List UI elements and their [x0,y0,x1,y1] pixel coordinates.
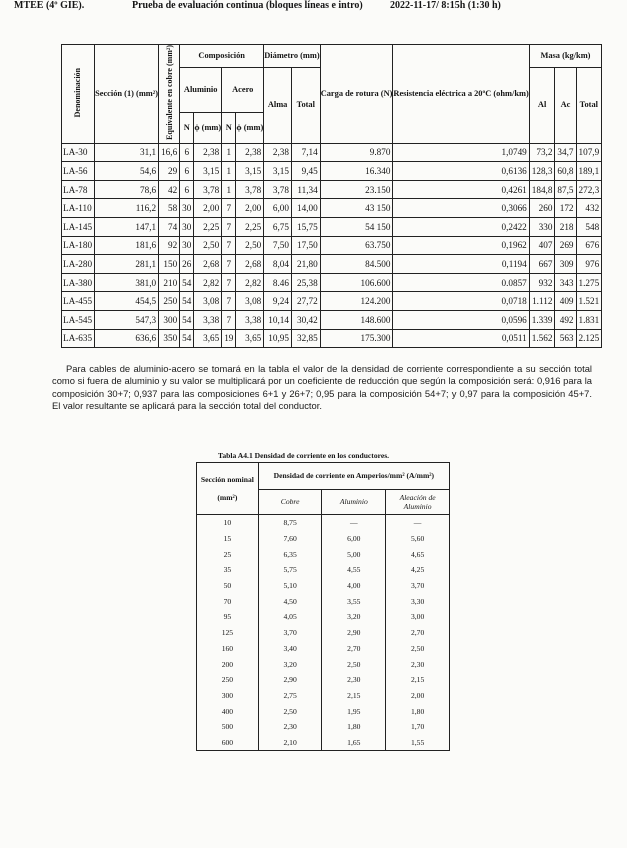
table-cell: 3,78 [264,180,292,199]
table-cell: 2,82 [194,273,222,292]
table-cell: 2,50 [258,703,322,719]
table-cell: 2,30 [258,719,322,735]
table-cell: 3,65 [194,329,222,348]
table-cell: 3,70 [258,625,322,641]
table-cell: 32,85 [291,329,320,348]
table-row [197,515,450,531]
table-cell: 30 [180,199,194,218]
table-cell: 0,4261 [393,180,529,199]
table-row [197,546,450,562]
table-cell: 30 [180,236,194,255]
col-resistencia: Resistencia eléctrica a 20ºC (ohm/km) [393,45,529,144]
table-cell: 11,34 [291,180,320,199]
table-cell: 976 [576,255,602,274]
col-cobre: Cobre [258,490,322,515]
col-al-n: N [180,112,194,143]
table-cell: 5,10 [258,578,322,594]
table-cell: 2,25 [236,217,264,236]
table-cell: 1,80 [322,719,386,735]
table-row [62,162,602,181]
table-row [62,273,602,292]
current-density-table [196,462,450,751]
table-cell: 250 [197,672,259,688]
conductor-name-cell: LA-635 [62,329,95,348]
col-acero: Acero [222,68,264,113]
table-cell: 1,80 [386,703,450,719]
table-cell: 432 [576,199,602,218]
table-cell: 73,2 [529,143,555,162]
table-cell: 1,70 [386,719,450,735]
col-seccion-nominal: Sección nominal (mm²) [197,463,259,515]
table-cell: 160 [197,641,259,657]
table-cell: 6,00 [322,531,386,547]
table-cell: 116,2 [95,199,159,218]
table-cell: 128,3 [529,162,555,181]
col-masa-total: Total [576,68,602,144]
conductor-name-cell: LA-545 [62,310,95,329]
col-al: Al [529,68,555,144]
table-row [197,656,450,672]
table-row [197,593,450,609]
col-aleacion: Aleación de Aluminio [386,490,450,515]
table-row [197,735,450,751]
table-cell: 54 150 [320,217,393,236]
table-row [197,531,450,547]
table-cell: 150 [159,255,180,274]
table-cell: 2,68 [236,255,264,274]
table-cell: 74 [159,217,180,236]
table-cell: 2,30 [322,672,386,688]
table-cell: 409 [555,292,576,311]
table-cell: 4,65 [386,546,450,562]
table-cell: 31,1 [95,143,159,162]
conductor-name-cell: LA-380 [62,273,95,292]
table-cell: 218 [555,217,576,236]
table-cell: 2,15 [322,688,386,704]
table-cell: 7,14 [291,143,320,162]
table-cell: 0,3066 [393,199,529,218]
table-cell: 9.870 [320,143,393,162]
table-cell: 25,38 [291,273,320,292]
table-cell: 27,72 [291,292,320,311]
table-cell: 17,50 [291,236,320,255]
table-cell: 260 [529,199,555,218]
table-cell: 2,50 [386,641,450,657]
table-cell: 125 [197,625,259,641]
table-cell: 667 [529,255,555,274]
table-cell: 330 [529,217,555,236]
table-cell: 10,95 [264,329,292,348]
table-cell: 1,65 [322,735,386,751]
table-row [197,688,450,704]
table-cell: 4,25 [386,562,450,578]
table-cell: 4,05 [258,609,322,625]
course-label: MTEE (4º GIE). [14,0,85,11]
table-cell: 8,04 [264,255,292,274]
conductor-name-cell: LA-110 [62,199,95,218]
table-cell: 30 [180,217,194,236]
table-cell: 5,75 [258,562,322,578]
table-cell: 6,35 [258,546,322,562]
table-cell: 92 [159,236,180,255]
table-cell: 3,15 [236,162,264,181]
table-cell: 269 [555,236,576,255]
table-cell: 106.600 [320,273,393,292]
table-cell: 2,50 [194,236,222,255]
table-cell: 60,8 [555,162,576,181]
table-cell: 23.150 [320,180,393,199]
table-cell: 210 [159,273,180,292]
table-cell: 189,1 [576,162,602,181]
table-row [62,255,602,274]
table-cell: 563 [555,329,576,348]
table-cell: 2,70 [322,641,386,657]
table-row [197,609,450,625]
table-cell: 6 [180,180,194,199]
col-aluminio-density: Aluminio [322,490,386,515]
table-row [197,703,450,719]
table-row [62,180,602,199]
col-composicion: Composición [180,45,264,68]
table-cell: — [386,515,450,531]
conductor-rows [62,143,602,348]
table-cell: 63.750 [320,236,393,255]
table-cell: 15,75 [291,217,320,236]
table-cell: 2,25 [194,217,222,236]
table-row [197,641,450,657]
table-cell: 16,6 [159,143,180,162]
table-cell: 2,38 [194,143,222,162]
table-cell: 78,6 [95,180,159,199]
col-seccion: Sección (1) (mm²) [95,45,159,144]
table-cell: 2.125 [576,329,602,348]
table-cell: 19 [222,329,236,348]
conductor-name-cell: LA-30 [62,143,95,162]
table-cell: 58 [159,199,180,218]
table-cell: 10 [197,515,259,531]
table-cell: 2,50 [236,236,264,255]
table-cell: 34,7 [555,143,576,162]
table-row [197,625,450,641]
table-cell: 7 [222,255,236,274]
table-cell: 43 150 [320,199,393,218]
table-cell: 300 [197,688,259,704]
table-cell: 3,55 [322,593,386,609]
table-cell: 3,65 [236,329,264,348]
table-cell: 54 [180,292,194,311]
col-equivalente: Equivalente en cobre (mm²) [159,45,180,144]
table-cell: 54 [180,329,194,348]
table-cell: 1.521 [576,292,602,311]
table-cell: 5,60 [386,531,450,547]
table-cell: 309 [555,255,576,274]
table-cell: 54 [180,310,194,329]
table-cell: 5,00 [322,546,386,562]
table-cell: 1.831 [576,310,602,329]
table-cell: 4,55 [322,562,386,578]
table-cell: 0,0511 [393,329,529,348]
table-row [62,329,602,348]
table-cell: 7,60 [258,531,322,547]
table-cell: 87,5 [555,180,576,199]
table-row [197,719,450,735]
table-cell: 1.112 [529,292,555,311]
table-cell: 2,38 [236,143,264,162]
table-cell: 10,14 [264,310,292,329]
table-cell: 95 [197,609,259,625]
table-cell: 7 [222,217,236,236]
table-cell: 0,2422 [393,217,529,236]
table-cell: 25 [197,546,259,562]
table-cell: 7 [222,273,236,292]
col-diametro: Diámetro (mm) [264,45,320,68]
table-cell: 21,80 [291,255,320,274]
table-cell: 26 [180,255,194,274]
col-denominacion: Denominación [62,45,95,144]
table-cell: 3,15 [264,162,292,181]
table-cell: 0,1194 [393,255,529,274]
table-cell: 54 [180,273,194,292]
table-cell: 1,95 [322,703,386,719]
col-carga: Carga de rotura (N) [320,45,393,144]
table-cell: 16.340 [320,162,393,181]
table-cell: 7,50 [264,236,292,255]
col-masa: Masa (kg/km) [529,45,601,68]
table-cell: 2,90 [322,625,386,641]
table-cell: 6 [180,162,194,181]
table-cell: 2,70 [386,625,450,641]
table-cell: 400 [197,703,259,719]
table-cell: 492 [555,310,576,329]
col-al-phi: ϕ (mm) [194,112,222,143]
table-cell: 407 [529,236,555,255]
table-cell: 30,42 [291,310,320,329]
table-cell: 548 [576,217,602,236]
table-row [62,292,602,311]
table-cell: 147,1 [95,217,159,236]
table-cell: 7 [222,310,236,329]
table-row [62,199,602,218]
table-cell: 3,40 [258,641,322,657]
table-cell: 107,9 [576,143,602,162]
table-cell: 4,50 [258,593,322,609]
table-cell: 3,38 [194,310,222,329]
conductor-name-cell: LA-180 [62,236,95,255]
table-cell: 3,08 [236,292,264,311]
col-ac: Ac [555,68,576,144]
conductor-specs-table [61,44,602,348]
exam-title: Prueba de evaluación continua (bloques líneas e intro) [132,0,363,11]
table-cell: 1.339 [529,310,555,329]
table-cell: 70 [197,593,259,609]
table-cell: 6,00 [264,199,292,218]
table-cell: 3,20 [322,609,386,625]
table-cell: 2,10 [258,735,322,751]
conductor-name-cell: LA-56 [62,162,95,181]
col-aluminio: Aluminio [180,68,222,113]
table-cell: 84.500 [320,255,393,274]
table-cell: 281,1 [95,255,159,274]
table-cell: 350 [159,329,180,348]
table-cell: 2,30 [386,656,450,672]
table-cell: 8,75 [258,515,322,531]
table-cell: 3,20 [258,656,322,672]
table-cell: 42 [159,180,180,199]
table-cell: 3,00 [386,609,450,625]
table-cell: 15 [197,531,259,547]
table-cell: 2,75 [258,688,322,704]
reduction-coefficient-note: Para cables de aluminio-acero se tomará en la tabla el valor de la densidad de corriente correspondiente a su sección total como si fuera de aluminio y su valor se multiplicará por un coeficiente de reducción que según la composición será: 0,916 para la composición 30+7; 0,937 para las composiciones 6+1 y 26+7; 0,95 para la composición 54+7; y 0,97 para la composición 45+7. El valor resultante se aplicará para la sección total del conductor. [52,363,592,412]
exam-date: 2022-11-17/ 8:15h (1:30 h) [390,0,501,11]
table-cell: 2,82 [236,273,264,292]
table-cell: 2,38 [264,143,292,162]
table-cell: 600 [197,735,259,751]
table-cell: 4,00 [322,578,386,594]
table-cell: 3,30 [386,593,450,609]
table-cell: 300 [159,310,180,329]
table-cell: 0,6136 [393,162,529,181]
table-cell: 0,1962 [393,236,529,255]
table-cell: 676 [576,236,602,255]
table-row [197,672,450,688]
table-cell: 547,3 [95,310,159,329]
col-alma: Alma [264,68,292,144]
table-cell: 172 [555,199,576,218]
table-cell: 343 [555,273,576,292]
table-cell: 1 [222,162,236,181]
table-cell: 9,24 [264,292,292,311]
table-cell: 1 [222,143,236,162]
table-cell: 6 [180,143,194,162]
table-cell: 250 [159,292,180,311]
col-densidad: Densidad de corriente en Amperios/mm² (A/mm²) [258,463,449,490]
table-cell: 3,08 [194,292,222,311]
table-cell: — [322,515,386,531]
table-row [197,578,450,594]
table-row [62,236,602,255]
table-cell: 3,78 [236,180,264,199]
table-cell: 454,5 [95,292,159,311]
table-cell: 500 [197,719,259,735]
table2-caption: Tabla A4.1 Densidad de corriente en los conductores. [218,451,390,460]
table-cell: 54,6 [95,162,159,181]
conductor-name-cell: LA-145 [62,217,95,236]
table-cell: 932 [529,273,555,292]
col-diam-total: Total [291,68,320,144]
table-cell: 2,00 [386,688,450,704]
table-cell: 200 [197,656,259,672]
table-cell: 3,15 [194,162,222,181]
table-cell: 636,6 [95,329,159,348]
table-cell: 2,00 [194,199,222,218]
conductor-name-cell: LA-280 [62,255,95,274]
table-cell: 181,6 [95,236,159,255]
table-cell: 3,38 [236,310,264,329]
table-row [197,562,450,578]
table-cell: 2,15 [386,672,450,688]
table-row [62,217,602,236]
table-cell: 272,3 [576,180,602,199]
density-rows [197,515,450,751]
table-cell: 0,0596 [393,310,529,329]
table-cell: 2,00 [236,199,264,218]
table-cell: 184,8 [529,180,555,199]
table-cell: 1.275 [576,273,602,292]
table-cell: 0,0718 [393,292,529,311]
table-cell: 0.0857 [393,273,529,292]
table-cell: 1,55 [386,735,450,751]
table-cell: 7 [222,199,236,218]
table-cell: 14,00 [291,199,320,218]
table-cell: 7 [222,236,236,255]
table-cell: 148.600 [320,310,393,329]
conductor-name-cell: LA-455 [62,292,95,311]
table-cell: 8.46 [264,273,292,292]
table-row [62,310,602,329]
col-ac-n: N [222,112,236,143]
col-ac-phi: ϕ (mm) [236,112,264,143]
table-cell: 3,78 [194,180,222,199]
table-cell: 381,0 [95,273,159,292]
table-cell: 124.200 [320,292,393,311]
table-cell: 1 [222,180,236,199]
page-header [14,0,590,11]
table-cell: 6,75 [264,217,292,236]
table-cell: 2,90 [258,672,322,688]
table-cell: 2,68 [194,255,222,274]
table-cell: 29 [159,162,180,181]
table-cell: 1.562 [529,329,555,348]
table-cell: 1,0749 [393,143,529,162]
table-cell: 2,50 [322,656,386,672]
table-cell: 7 [222,292,236,311]
table-cell: 3,70 [386,578,450,594]
table-cell: 35 [197,562,259,578]
conductor-name-cell: LA-78 [62,180,95,199]
table-cell: 175.300 [320,329,393,348]
table-cell: 50 [197,578,259,594]
table-cell: 9,45 [291,162,320,181]
table-row [62,143,602,162]
